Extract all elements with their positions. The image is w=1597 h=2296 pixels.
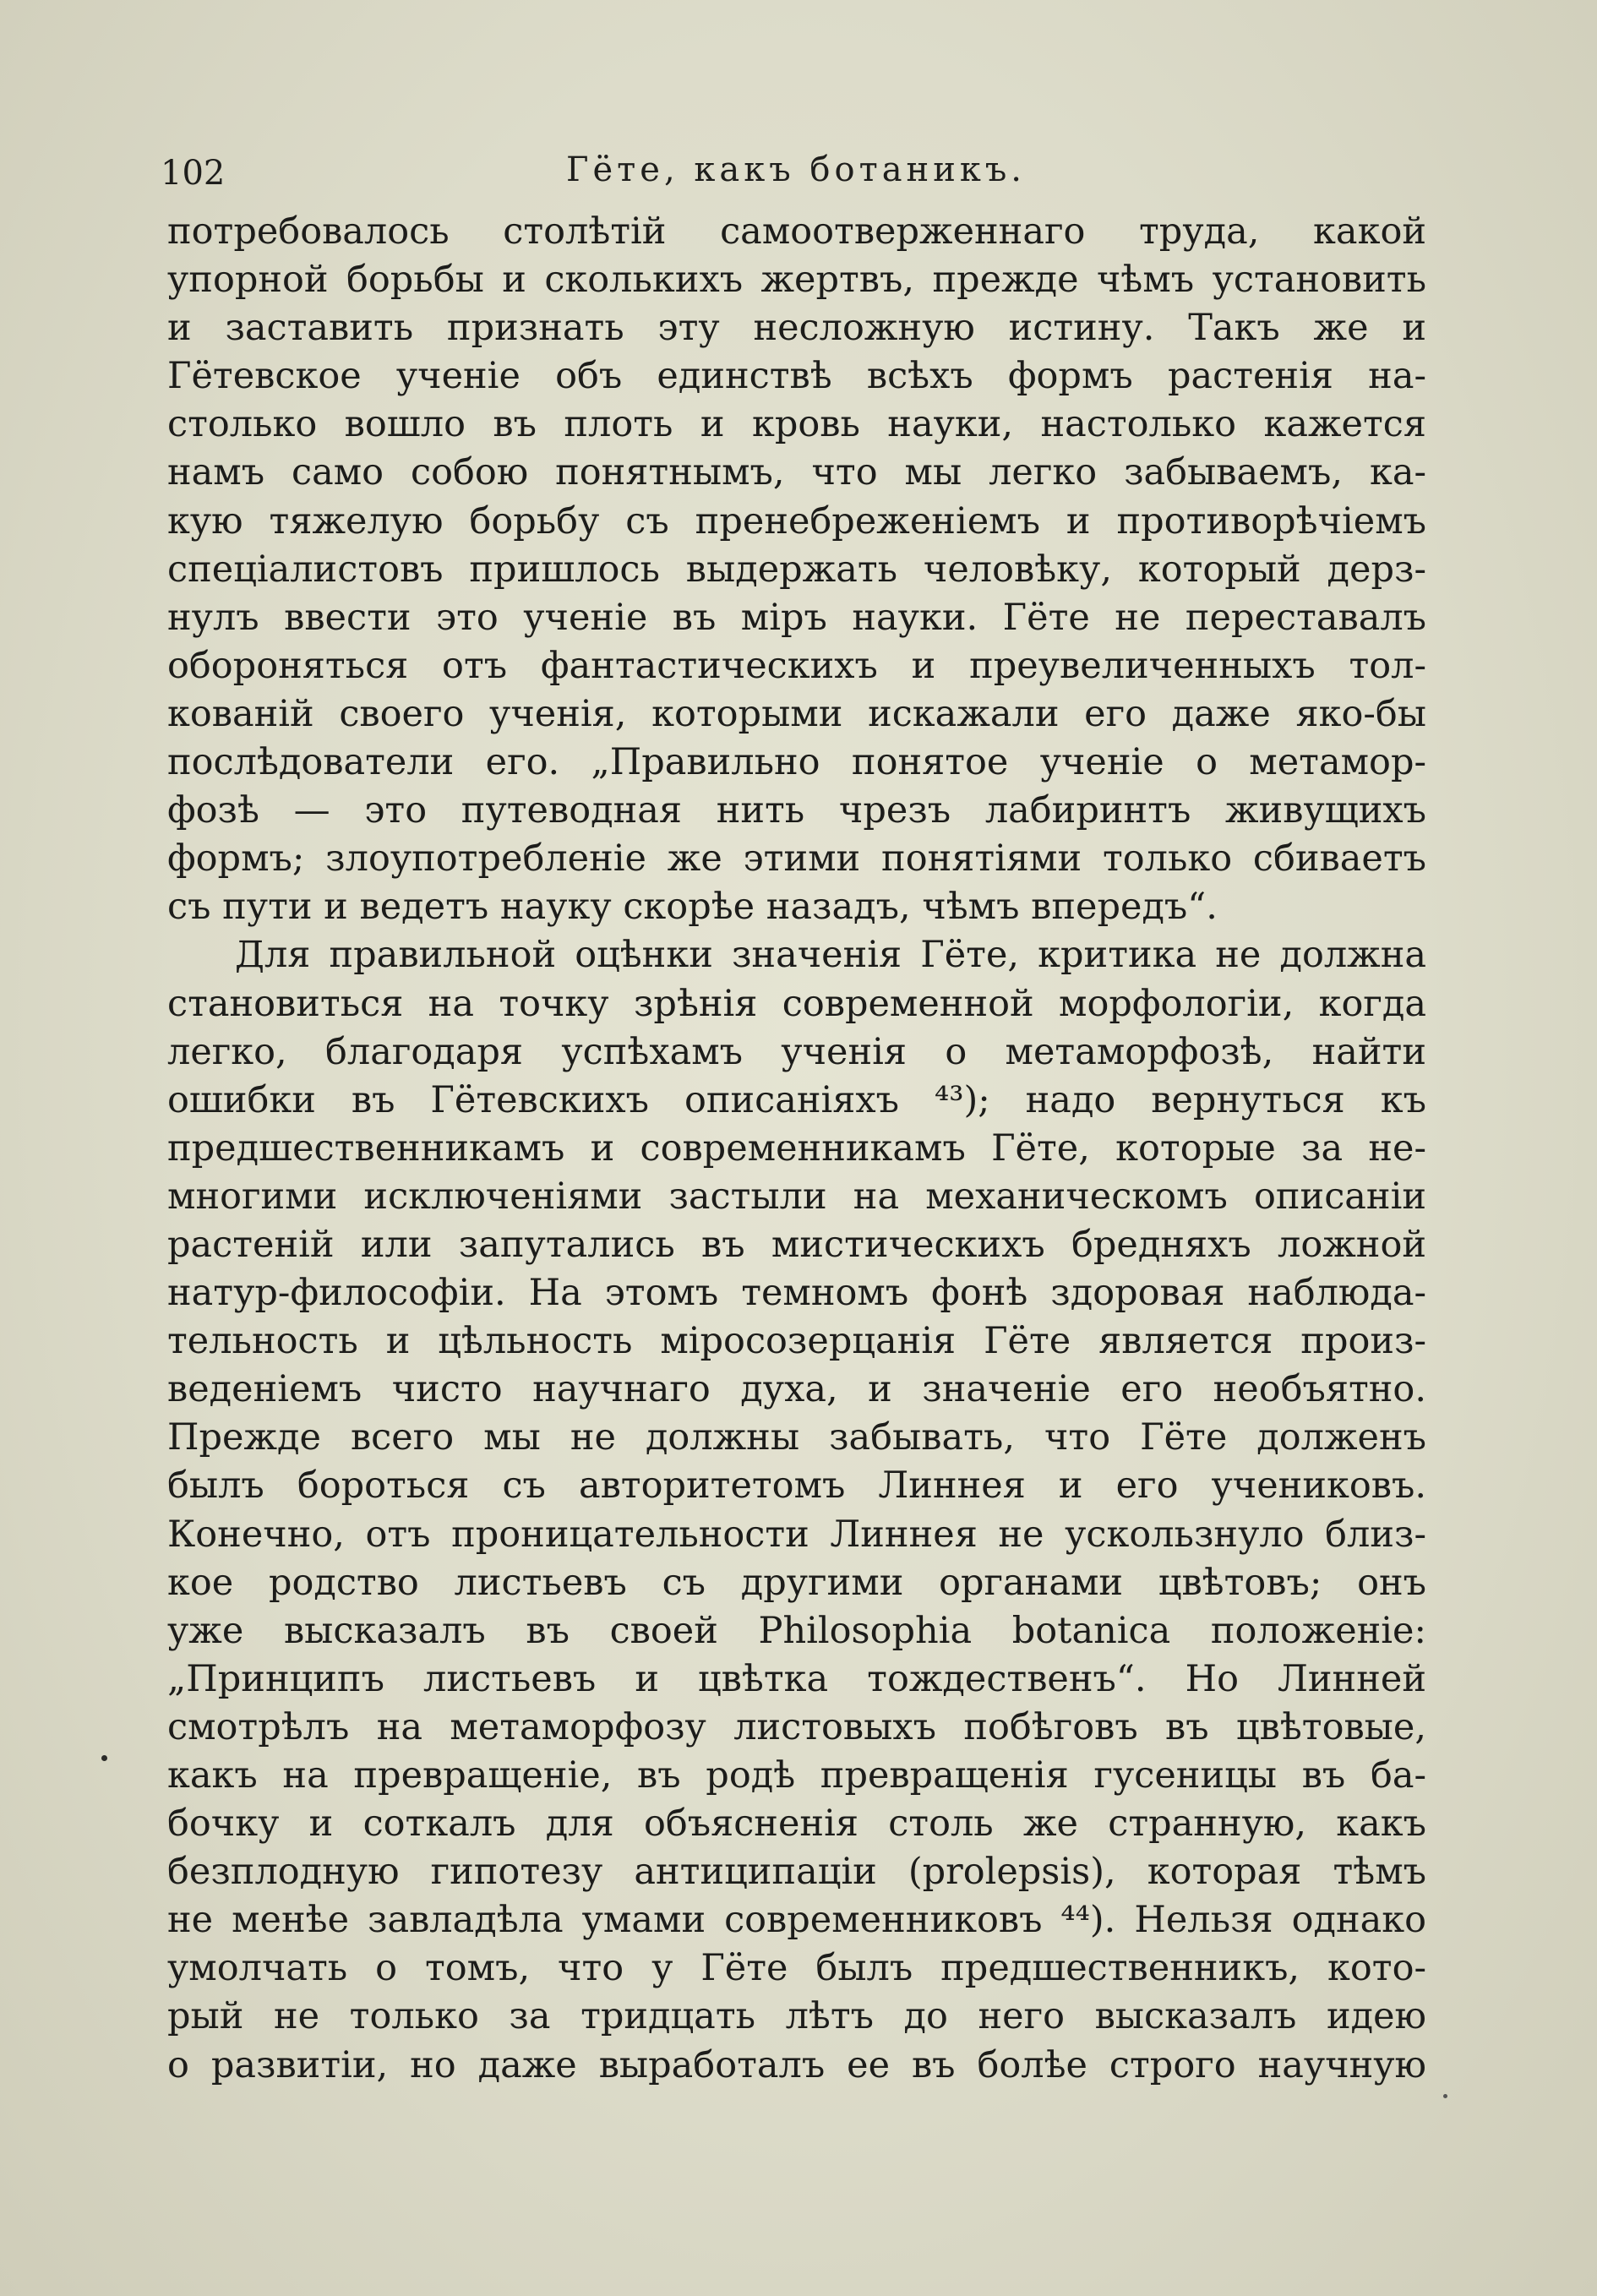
paragraph-1: [167, 208, 1426, 931]
text-line: Конечно, отъ проницательности Линнея не ускользнуло близ-: [167, 1513, 1426, 1556]
body-text: [167, 208, 1426, 2090]
text-line: съ пути и ведетъ науку скорѣе назадъ, чѣмъ впередъ“.: [167, 886, 1218, 929]
running-title: Гёте, какъ ботаникъ.: [566, 150, 1027, 189]
text-line: натур-философіи. На этомъ темномъ фонѣ здоровая наблюда-: [167, 1272, 1426, 1315]
page-header: [161, 145, 1428, 205]
text-line: ошибки въ Гётевскихъ описаніяхъ ⁴³); надо вернуться къ: [167, 1078, 1426, 1121]
page-number: 102: [161, 154, 226, 193]
text-line: становиться на точку зрѣнія современной морфологіи, когда: [167, 982, 1426, 1025]
text-line: Гётевское ученіе объ единствѣ всѣхъ формъ растенія на-: [167, 355, 1426, 398]
text-line: кую тяжелую борьбу съ пренебреженіемъ и противорѣчіемъ: [167, 499, 1426, 543]
text-line: рый не только за тридцать лѣтъ до него высказалъ идею: [167, 1995, 1426, 2038]
text-line: безплодную гипотезу антиципаціи (prolepsis), которая тѣмъ: [167, 1851, 1426, 1894]
text-line: потребовалось столѣтій самоотверженнаго труда, какой: [167, 210, 1426, 253]
paragraph-2: [167, 931, 1426, 2089]
text-line: многими исключеніями застыли на механическомъ описаніи: [167, 1175, 1426, 1218]
text-line: формъ; злоупотребленіе же этими понятіями только сбиваетъ: [167, 837, 1426, 881]
text-line: смотрѣлъ на метаморфозу листовыхъ побѣговъ въ цвѣтовые,: [167, 1705, 1426, 1748]
text-line: упорной борьбы и сколькихъ жертвъ, прежде чѣмъ установить: [167, 259, 1426, 302]
text-line: спеціалистовъ пришлось выдержать человѣку, который дерз-: [167, 548, 1426, 591]
text-line: о развитіи, но даже выработалъ ее въ болѣе строго научную: [167, 2043, 1426, 2086]
text-line: Прежде всего мы не должны забывать, что Гёте долженъ: [167, 1416, 1426, 1459]
ink-speck: [1443, 2094, 1447, 2098]
text-line: кованій своего ученія, которыми искажали его даже яко-бы: [167, 692, 1426, 735]
text-line: столько вошло въ плоть и кровь науки, настолько кажется: [167, 403, 1426, 446]
text-line: тельность и цѣльность міросозерцанія Гёте является произ-: [167, 1320, 1426, 1363]
text-line: растеній или запутались въ мистическихъ бредняхъ ложной: [167, 1223, 1426, 1266]
text-line: былъ бороться съ авторитетомъ Линнея и его учениковъ.: [167, 1464, 1426, 1508]
text-line: веденіемъ чисто научнаго духа, и значеніе его необъятно.: [167, 1368, 1426, 1411]
text-line: кое родство листьевъ съ другими органами цвѣтовъ; онъ: [167, 1561, 1426, 1604]
text-line: Для правильной оцѣнки значенія Гёте, критика не должна: [235, 934, 1426, 977]
text-line: и заставить признать эту несложную истину. Такъ же и: [167, 307, 1426, 350]
text-line: фозѣ — это путеводная нить чрезъ лабиринтъ живущихъ: [167, 789, 1426, 832]
text-line: намъ само собою понятнымъ, что мы легко забываемъ, ка-: [167, 451, 1426, 494]
text-line: обороняться отъ фантастическихъ и преувеличенныхъ тол-: [167, 644, 1426, 687]
text-line: „Принципъ листьевъ и цвѣтка тождественъ“. Но Линней: [167, 1657, 1426, 1700]
text-line: какъ на превращеніе, въ родѣ превращенія гусеницы въ ба-: [167, 1754, 1426, 1797]
text-line: умолчать о томъ, что у Гёте былъ предшественникъ, кото-: [167, 1947, 1426, 1990]
ink-speck: [101, 1755, 107, 1761]
text-line: не менѣе завладѣла умами современниковъ ⁴⁴). Нельзя однако: [167, 1899, 1426, 1942]
text-line: предшественникамъ и современникамъ Гёте, которые за не-: [167, 1126, 1426, 1170]
text-line: послѣдователи его. „Правильно понятое ученіе о метамор-: [167, 741, 1426, 784]
text-line: нулъ ввести это ученіе въ міръ науки. Гёте не переставалъ: [167, 596, 1426, 639]
text-line: легко, благодаря успѣхамъ ученія о метаморфозѣ, найти: [167, 1030, 1426, 1073]
text-line: уже высказалъ въ своей Philosophia botanica положеніе:: [167, 1609, 1426, 1652]
text-line: бочку и соткалъ для объясненія столь же странную, какъ: [167, 1802, 1426, 1846]
